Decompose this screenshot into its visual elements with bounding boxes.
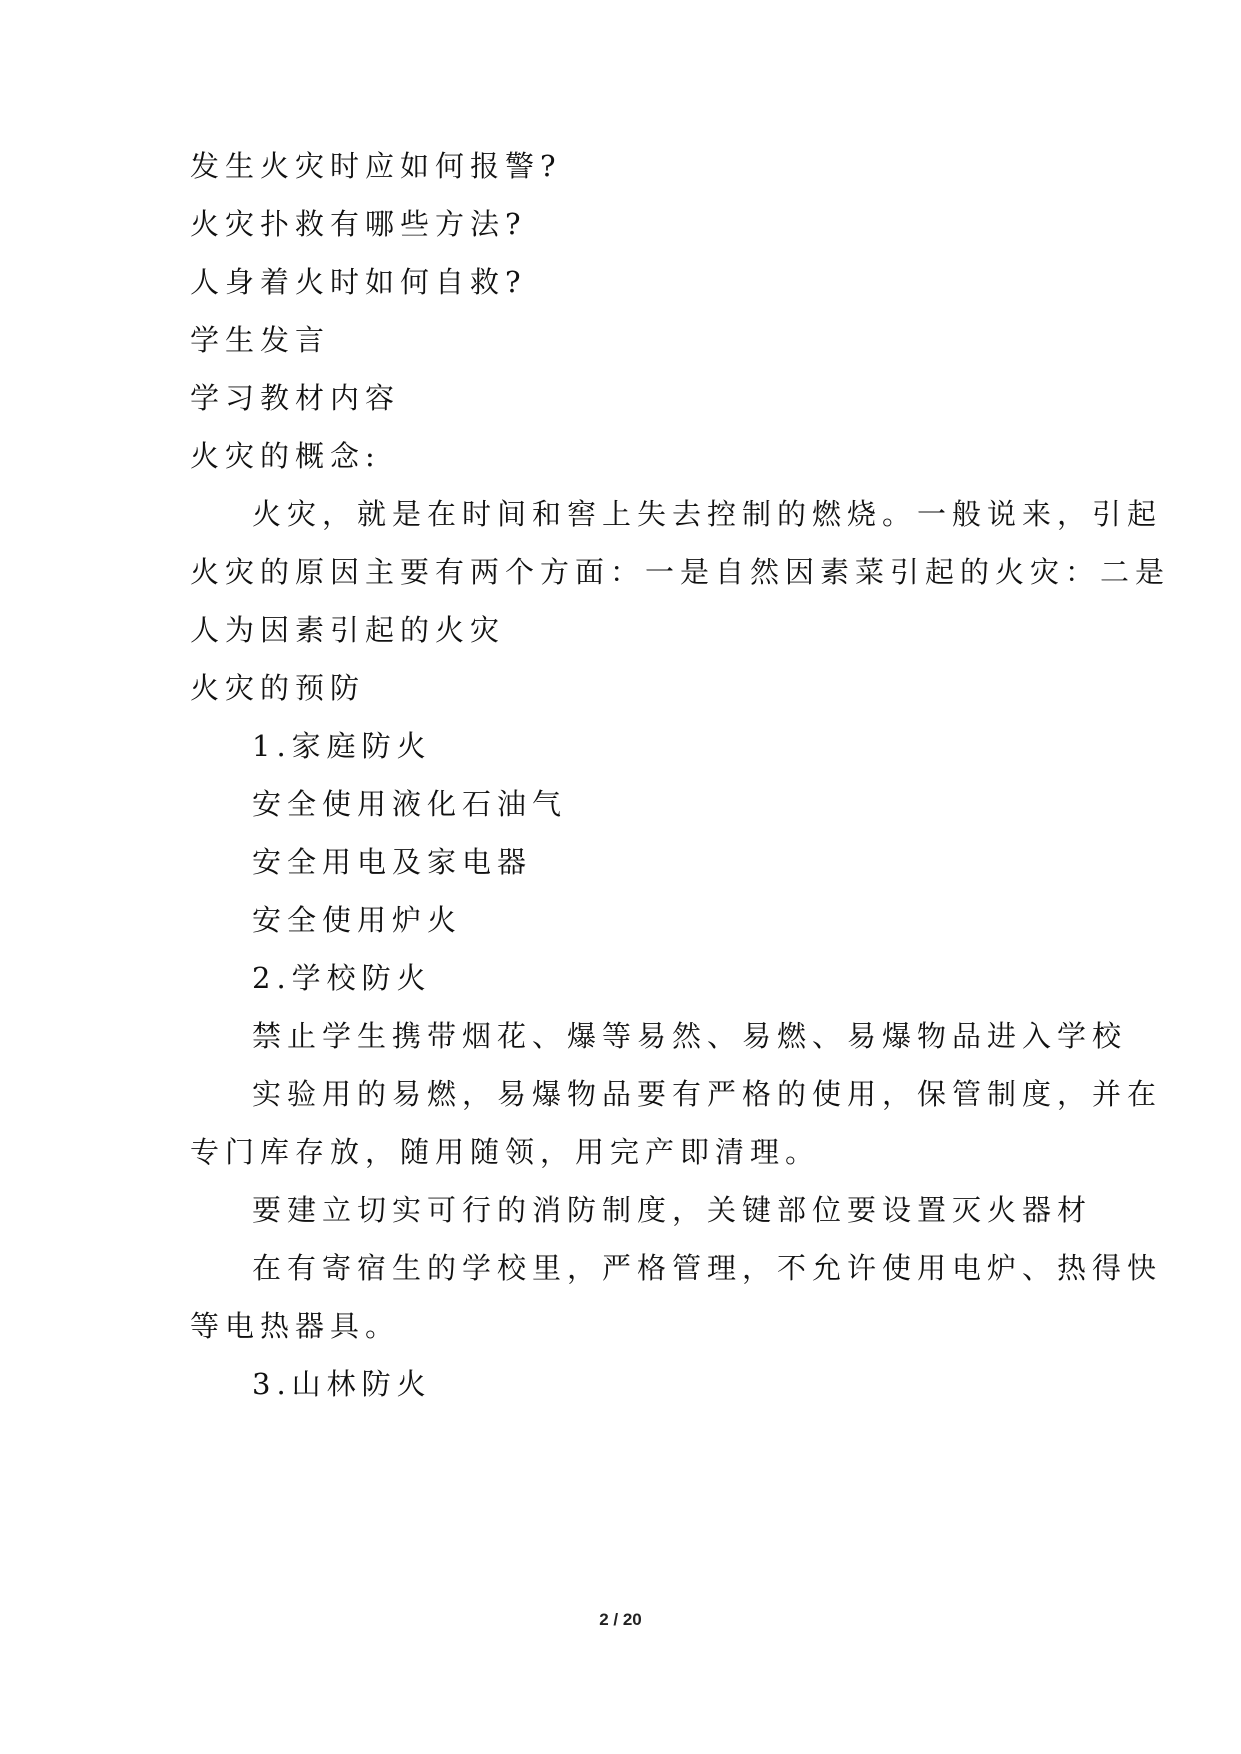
paragraph-line: 等电热器具。	[190, 1309, 401, 1343]
list-item: 安全使用液化石油气	[252, 787, 568, 821]
paragraph-line: 火灾的原因主要有两个方面：一是自然因素菜引起的火灾：二是	[190, 555, 1171, 589]
paragraph-line: 在有寄宿生的学校里，严格管理，不允许使用电炉、热得快	[252, 1251, 1163, 1285]
subheading-school-fire-prevention: 2.学校防火	[252, 961, 432, 995]
question-line-firefighting: 火灾扑救有哪些方法?	[190, 207, 527, 241]
paragraph-line: 火灾，就是在时间和窖上失去控制的燃烧。一般说来，引起	[252, 497, 1163, 531]
section-heading-fire-prevention: 火灾的预防	[190, 671, 366, 705]
text-line-study-material: 学习教材内容	[190, 381, 401, 415]
list-item: 安全用电及家电器	[252, 845, 533, 879]
paragraph-line: 人为因素引起的火灾	[190, 613, 506, 647]
list-item: 要建立切实可行的消防制度，关键部位要设置灭火器材	[252, 1193, 1093, 1227]
subheading-home-fire-prevention: 1.家庭防火	[252, 729, 432, 763]
list-item: 禁止学生携带烟花、爆等易然、易燃、易爆物品进入学校	[252, 1019, 1128, 1053]
section-heading-fire-concept: 火灾的概念:	[190, 439, 381, 473]
page-number: 2 / 20	[599, 1610, 642, 1629]
question-line-alarm: 发生火灾时应如何报警?	[190, 149, 562, 183]
question-line-self-rescue: 人身着火时如何自救?	[190, 265, 527, 299]
text-line-student-speech: 学生发言	[190, 323, 331, 357]
list-item: 安全使用炉火	[252, 903, 463, 937]
subheading-forest-fire-prevention: 3.山林防火	[252, 1367, 432, 1401]
paragraph-line: 专门库存放，随用随领，用完产即清理。	[190, 1135, 821, 1169]
paragraph-line: 实验用的易燃，易爆物品要有严格的使用，保管制度，并在	[252, 1077, 1163, 1111]
